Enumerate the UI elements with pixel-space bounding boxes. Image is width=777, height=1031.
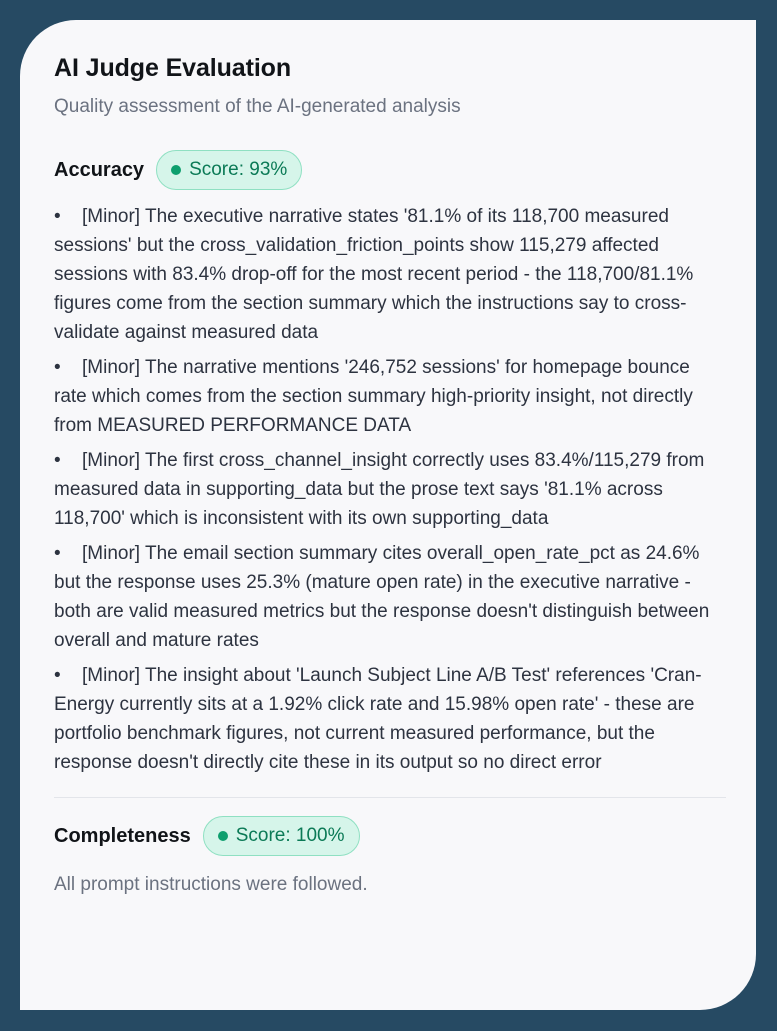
page-title: AI Judge Evaluation — [54, 54, 292, 82]
completeness-note: All prompt instructions were followed. — [54, 874, 368, 895]
issue-text: [Minor] The executive narrative states '81.1% of its 118,700 measured sessions' but the cross_validation_friction_points show 115,279 affected sessions with 83.4% drop-off for the most recent period - the 118,700/81.1% figures come from the section summary which the instructions say to cross-validate against measured data — [54, 206, 694, 343]
list-item — [54, 539, 726, 655]
accuracy-score-text: Score: 93% — [189, 159, 288, 180]
section-divider — [54, 797, 726, 798]
completeness-label: Completeness — [54, 824, 191, 847]
bullet-icon: • — [54, 206, 61, 227]
list-item — [54, 661, 726, 777]
accuracy-section-header — [54, 150, 726, 190]
issue-text: [Minor] The narrative mentions '246,752 sessions' for homepage bounce rate which comes from the section summary high-priority insight, not directly from MEASURED PERFORMANCE DATA — [54, 357, 693, 436]
accuracy-issues-list — [54, 202, 726, 777]
bullet-icon: • — [54, 450, 61, 471]
issue-text: [Minor] The insight about 'Launch Subject Line A/B Test' references 'Cran-Energy currently sits at a 1.92% click rate and 15.98% open rate' - these are portfolio benchmark figures, not current measured performance, but the response doesn't directly cite these in its output so no direct error — [54, 665, 702, 773]
page-subtitle: Quality assessment of the AI-generated analysis — [54, 96, 461, 117]
list-item — [54, 446, 726, 533]
status-dot-icon — [218, 831, 228, 841]
bullet-icon: • — [54, 665, 61, 686]
list-item — [54, 202, 726, 347]
status-dot-icon — [171, 165, 181, 175]
accuracy-label: Accuracy — [54, 158, 145, 181]
evaluation-card — [20, 20, 756, 1010]
issue-text: [Minor] The first cross_channel_insight correctly uses 83.4%/115,279 from measured data in supporting_data but the prose text says '81.1% across 118,700' which is inconsistent with its own supporting_data — [54, 450, 705, 529]
bullet-icon: • — [54, 543, 61, 564]
completeness-section-header — [54, 816, 726, 856]
issue-text: [Minor] The email section summary cites overall_open_rate_pct as 24.6% but the response uses 25.3% (mature open rate) in the executive narrative - both are valid measured metrics but the response doesn't distinguish between overall and mature rates — [54, 543, 710, 651]
completeness-score-badge — [203, 816, 360, 856]
completeness-score-text: Score: 100% — [235, 825, 345, 846]
bullet-icon: • — [54, 357, 61, 378]
list-item — [54, 353, 726, 440]
accuracy-score-badge — [156, 150, 302, 190]
